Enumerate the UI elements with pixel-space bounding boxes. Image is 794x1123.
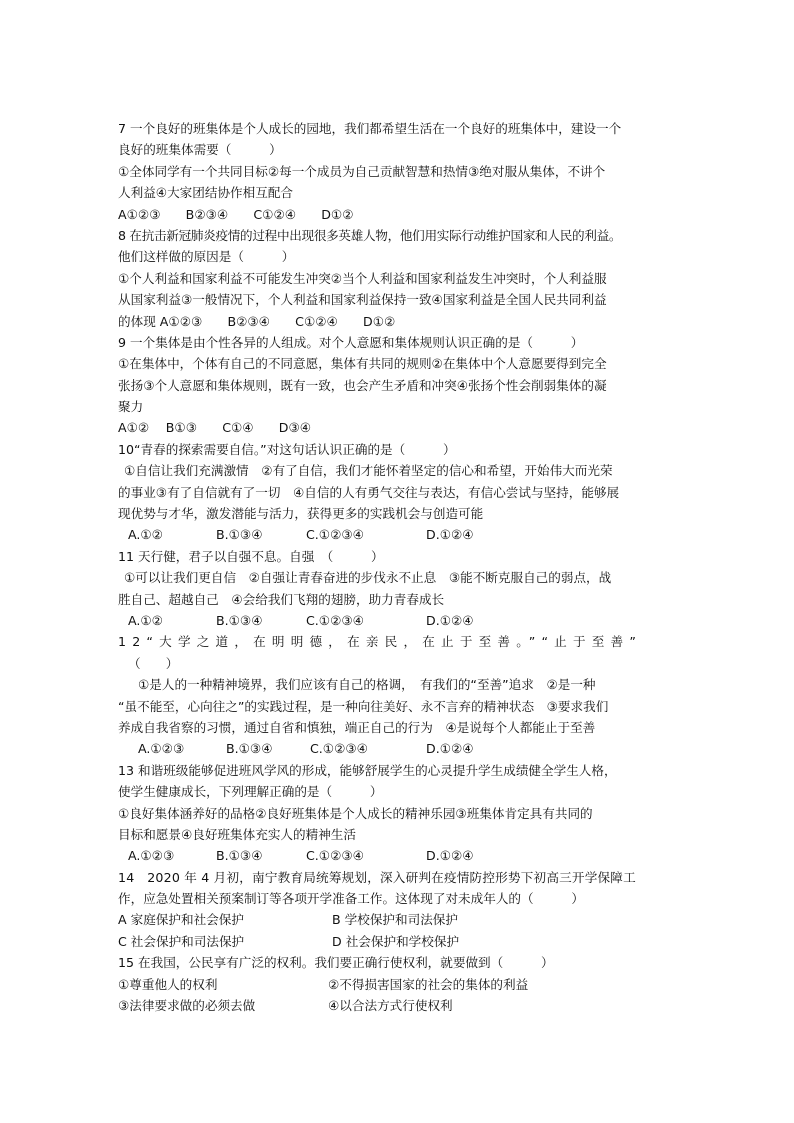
answer-options: 的体现 A①②③ B②③④ C①②④ D①② <box>118 313 396 329</box>
option-c: C 社会保护和司法保护 <box>118 933 245 949</box>
question-statements: ①在集体中，个体有自己的不同意愿，集体有共同的规则②在集体中个人意愿要得到完全 <box>118 356 607 372</box>
question-statements: ①个人利益和国家利益不可能发生冲突②当个人利益和国家利益发生冲突时，个人利益服 <box>118 270 607 286</box>
option-d: D 社会保护和学校保护 <box>332 933 460 949</box>
question-statements: ①良好集体涵养好的品格②良好班集体是个人成长的精神乐园③班集体肯定具有共同的 <box>118 805 593 821</box>
question-statements <box>118 974 684 995</box>
question-text: 15 在我国，公民享有广泛的权利。我们要正确行使权利，就要做到（ ） <box>118 955 554 971</box>
answer-options: A①②③ B②③④ C①②④ D①② <box>118 206 354 222</box>
option-c: C.①②③④ <box>306 848 364 864</box>
option-c: C.①②③④ <box>306 612 364 628</box>
question-7 <box>118 118 684 225</box>
question-statements: ①自信让我们充满激情 ②有了自信，我们才能怀着坚定的信心和希望，开始伟大而光荣 <box>124 463 613 479</box>
question-text: 10“青春的探索需要自信。”对这句话认识正确的是（ ） <box>118 441 456 457</box>
question-8 <box>118 225 684 332</box>
exam-page <box>118 118 684 1016</box>
question-9 <box>118 332 684 439</box>
question-13 <box>118 760 684 867</box>
question-text: 11 天行健，君子以自强不息。自强 （ ） <box>118 548 384 564</box>
option-b: B 学校保护和司法保护 <box>332 912 458 928</box>
statement-4: ④以合法方式行使权利 <box>328 998 453 1014</box>
question-10 <box>118 439 684 546</box>
question-text: 使学生健康成长，下列理解正确的是（ ） <box>118 784 383 800</box>
answer-options <box>118 738 684 759</box>
question-statements: 聚力 <box>118 399 144 415</box>
option-b: B.①③④ <box>216 527 263 543</box>
question-statements: 现优势与才华，激发潜能与活力，获得更多的实践机会与创造可能 <box>118 506 484 522</box>
option-d: D.①②④ <box>426 612 474 628</box>
question-statements <box>118 995 684 1016</box>
question-text: 13 和谐班级能够促进班风学风的形成，能够舒展学生的心灵提升学生成绩健全学生人格， <box>118 762 617 778</box>
statement-1: ①尊重他人的权利 <box>118 976 218 992</box>
question-statements: 张扬③个人意愿和集体规则，既有一致，也会产生矛盾和冲突④张扬个性会削弱集体的凝 <box>118 377 607 393</box>
answer-options <box>118 610 684 631</box>
question-text: 9 一个集体是由个性各异的人组成。对个人意愿和集体规则认识正确的是（ ） <box>118 334 584 350</box>
question-statements: ①可以让我们更自信 ②自强让青春奋进的步伐永不止息 ③能不断克服自己的弱点，战 <box>124 570 612 586</box>
option-a: A.①② <box>128 527 163 543</box>
question-statements: 的事业③有了自信就有了一切 ④自信的人有勇气交往与表达，有信心尝试与坚持，能够展 <box>118 484 620 500</box>
question-text: 良好的班集体需要（ ） <box>118 142 282 158</box>
question-statements: 胜自己、超越自己 ④会给我们飞翔的翅膀，助力青春成长 <box>118 591 445 607</box>
option-d: D.①②④ <box>426 741 474 757</box>
question-statements: ①是人的一种精神境界，我们应该有自己的格调， 有我们的“至善”追求 ②是一种 <box>138 677 596 693</box>
question-text: 他们这样做的原因是（ ） <box>118 249 295 265</box>
statement-2: ②不得损害国家的社会的集体的利益 <box>328 976 529 992</box>
question-statements: 人利益④大家团结协作相互配合 <box>118 185 294 201</box>
statement-3: ③法律要求做的必须去做 <box>118 998 256 1014</box>
question-text: （ ） <box>128 655 179 671</box>
question-text: 作，应急处置相关预案制订等各项开学准备工作。这体现了对未成年人的（ ） <box>118 891 584 907</box>
option-a: A.①② <box>128 612 163 628</box>
question-11 <box>118 546 684 632</box>
option-a: A.①②③ <box>138 741 185 757</box>
question-statements: ①全体同学有一个共同目标②每一个成员为自己贡献智慧和热情③绝对服从集体，不讲个 <box>118 163 606 179</box>
question-text: 7 一个良好的班集体是个人成长的园地，我们都希望生活在一个良好的班集体中，建设一个 <box>118 121 622 136</box>
question-15 <box>118 952 684 1016</box>
question-statements: 目标和愿景④良好班集体充实人的精神生活 <box>118 826 356 842</box>
question-text: 8 在抗击新冠肺炎疫情的过程中出现很多英雄人物，他们用实际行动维护国家和人民的利益。 <box>118 227 622 243</box>
question-text: 12“大学之道，在明明德，在亲民，在止于至善。”“止于至善” <box>118 634 643 650</box>
question-statements: 从国家利益③一般情况下，个人利益和国家利益保持一致④国家利益是全国人民共同利益 <box>118 292 607 308</box>
question-statements: “虽不能至，心向往之”的实践过程，是一种向往美好、永不言弃的精神状态 ③要求我们 <box>118 698 609 714</box>
answer-options <box>118 524 684 545</box>
answer-options <box>118 845 684 866</box>
option-c: C.①②③④ <box>310 741 368 757</box>
option-d: D.①②④ <box>426 527 474 543</box>
question-12 <box>118 631 684 759</box>
option-a: A 家庭保护和社会保护 <box>118 912 244 928</box>
option-c: C.①②③④ <box>306 527 364 543</box>
question-14 <box>118 867 684 953</box>
option-b: B.①③④ <box>226 741 273 757</box>
answer-options <box>118 909 684 930</box>
option-b: B.①③④ <box>216 612 263 628</box>
option-a: A.①②③ <box>128 848 175 864</box>
question-statements: 养成自我省察的习惯，通过自省和慎独，端正自己的行为 ④是说每个人都能止于至善 <box>118 719 596 735</box>
answer-options: A①② B①③ C①④ D③④ <box>118 420 312 436</box>
option-b: B.①③④ <box>216 848 263 864</box>
question-text: 14 2020 年 4 月初，南宁教育局统筹规划，深入研判在疫情防控形势下初高三开学保障工 <box>118 869 636 885</box>
option-d: D.①②④ <box>426 848 474 864</box>
answer-options <box>118 931 684 952</box>
